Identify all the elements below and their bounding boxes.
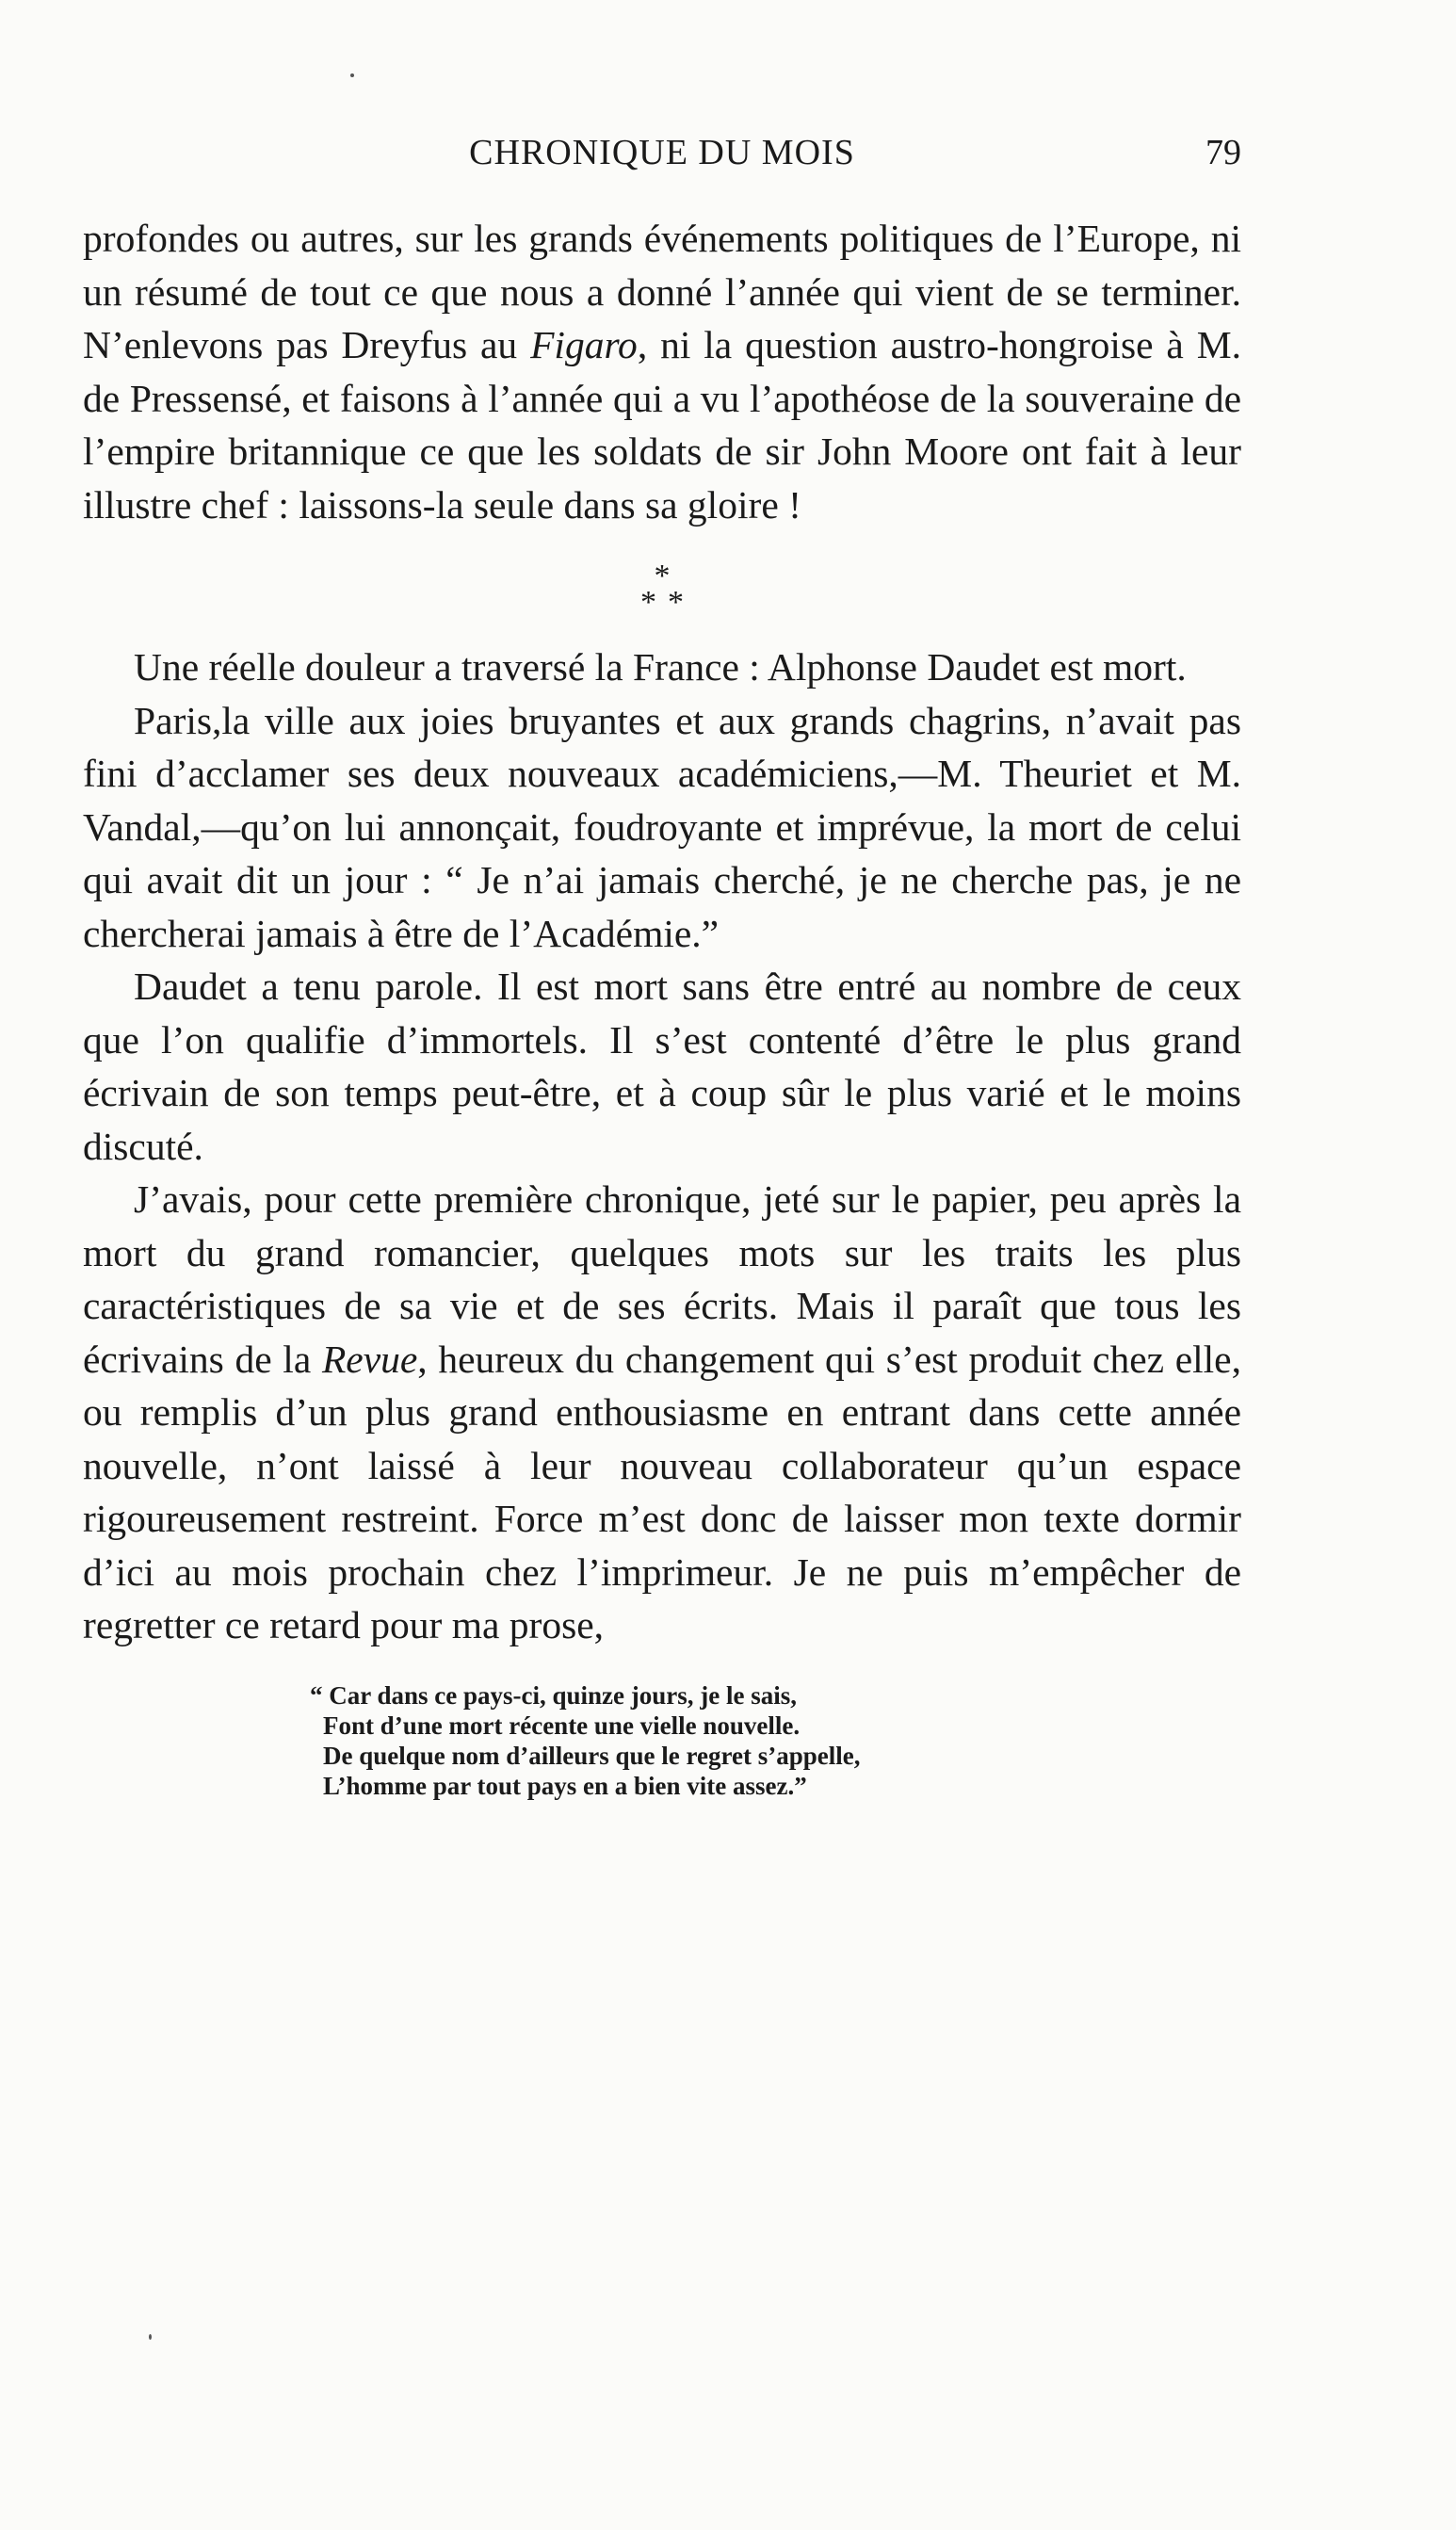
print-speck [350, 73, 354, 77]
italic-title: Revue [321, 1337, 418, 1381]
text-run: J’avais, pour cette première chronique, jeté sur le papier, peu après la mort du grand romancier, quelques mots sur les traits les plus caractéristiques de sa vie et de ses écrits. Mais il paraît que tous les écrivains de la [83, 1177, 1241, 1381]
section-two [83, 641, 1241, 1652]
body-text [83, 212, 1241, 1801]
text-run: , ni la question austro-hongroise à M. de Pressensé, et faisons à l’année qui a vu l’apothéose de la souveraine de l’empire britannique ce que les soldats de sir John Moore ont fait à leur illustre chef : laissons-la seule dans sa gloire ! [83, 323, 1242, 527]
italic-title: Figaro [530, 323, 638, 366]
paragraph [83, 960, 1241, 1173]
paragraph [83, 212, 1241, 531]
text-run: Une réelle douleur a traversé la France : Alphonse Daudet est mort. [134, 645, 1187, 689]
text-run: Daudet a tenu parole. Il est mort sans être entré au nombre de ceux que l’on qualifie d’immortels. Il s’est contenté d’être le plus grand écrivain de son temps peut-être, et à coup sûr le plus varié et le moins discuté. [83, 965, 1241, 1168]
asterism-top: * [654, 559, 671, 593]
print-speck [149, 2334, 152, 2340]
page-number: 79 [1205, 133, 1241, 172]
paragraph [83, 641, 1241, 694]
text-run: profondes ou autres, sur les grands événements politiques de l’Europe, ni un résumé de tout ce que nous a donné l’année qui vient de se terminer. N’enlevons pas Dreyfus au [83, 217, 1241, 366]
asterism-divider [83, 559, 1241, 620]
text-run: Paris,la ville aux joies bruyantes et aux grands chagrins, n’avait pas fini d’acclamer ses deux nouveaux académiciens,—M. Theuriet et M. Vandal,—qu’on lui annonçait, foudroyante et imprévue, la mort de celui qui avait dit un jour : “ Je n’ai jamais cherché, je ne cherche pas, je ne chercherai jamais à être de l’Académie.” [83, 698, 1241, 955]
page-header [83, 132, 1241, 188]
paragraph [83, 1173, 1241, 1652]
verse-line: L’homme par tout pays en a bien vite assez.” [323, 1771, 807, 1800]
verse-line: De quelque nom d’ailleurs que le regret s’appelle, [323, 1741, 861, 1770]
paragraph [83, 694, 1241, 961]
verse-line: “ Car dans ce pays-ci, quinze jours, je le sais, [310, 1680, 797, 1710]
text-run: , heureux du changement qui s’est produit chez elle, ou remplis d’un plus grand enthousiasme en entrant dans cette année nouvelle, n’ont laissé à leur nouveau collaborateur qu’un espace rigoureusement restreint. Force m’est donc de laisser mon texte dormir d’ici au mois prochain chez l’imprimeur. Je ne puis m’empêcher de regretter ce retard pour ma prose, [83, 1337, 1241, 1646]
asterism-bottom: ** [640, 585, 695, 620]
running-head: CHRONIQUE DU MOIS [469, 133, 855, 172]
verse-line: Font d’une mort récente une vielle nouvelle. [323, 1711, 801, 1740]
verse-quotation [310, 1680, 1241, 1801]
section-one [83, 212, 1241, 531]
